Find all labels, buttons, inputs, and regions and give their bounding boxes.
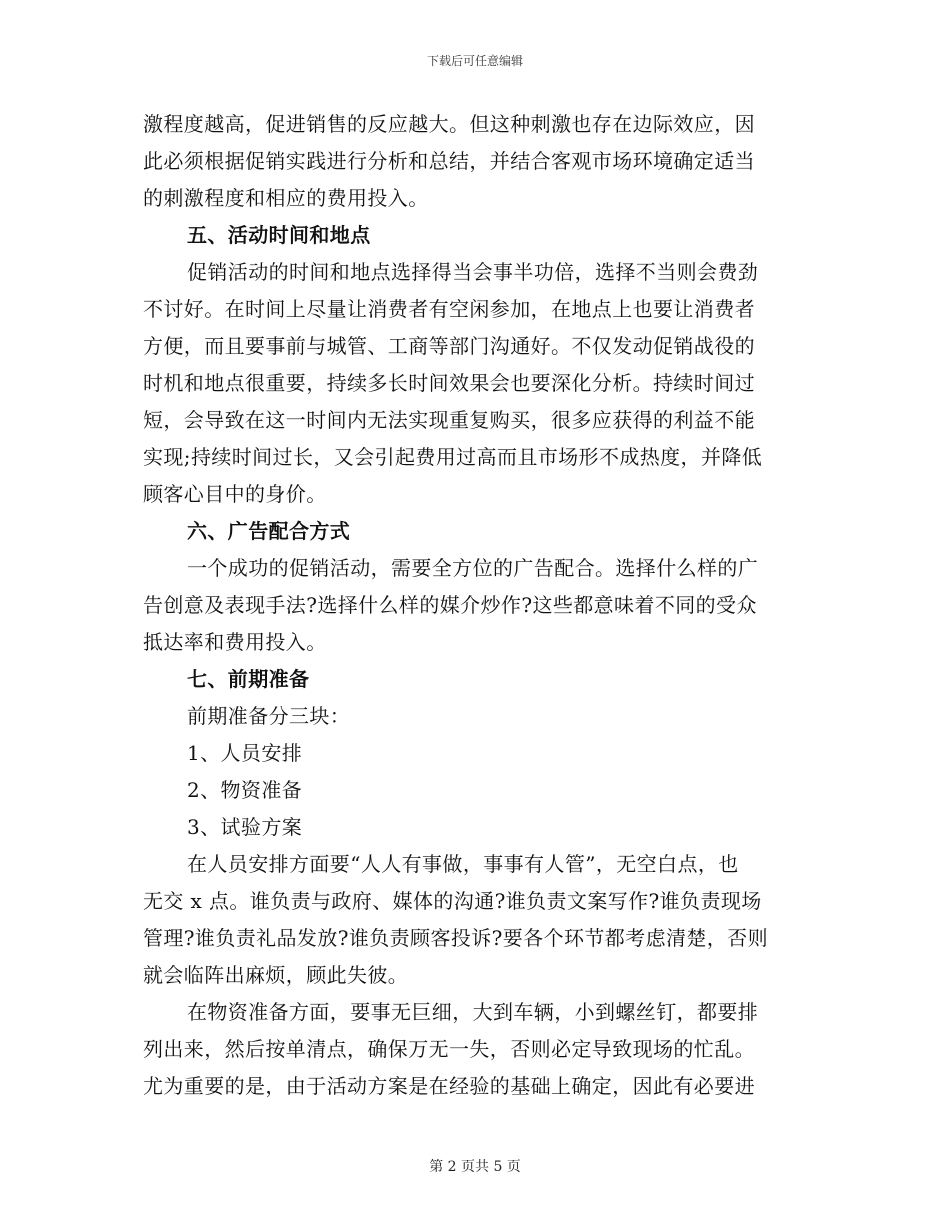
body-text-line: 告创意及表现手法?选择什么样的媒介炒作?这些都意味着不同的受众: [143, 593, 757, 617]
body-text-line: 在人员安排方面要“人人有事做，事事有人管”，无空白点，也: [187, 852, 739, 876]
body-text-line: 1、人员安排: [187, 741, 303, 765]
body-text-line: 就会临阵出麻烦，顾此失彼。: [143, 963, 409, 987]
document-body: [143, 106, 807, 1105]
page-footer: 第 2 页共 5 页: [429, 1159, 521, 1175]
body-text-line: 前期准备分三块：: [187, 704, 351, 728]
body-text-line: 不讨好。在时间上尽量让消费者有空闲参加，在地点上也要让消费者: [143, 297, 755, 321]
body-text-line: 一个成功的促销活动，需要全方位的广告配合。选择什么样的广: [187, 556, 759, 580]
body-text-line: 时机和地点很重要，持续多长时间效果会也要深化分析。持续时间过: [143, 371, 755, 395]
body-text-line: 尤为重要的是，由于活动方案是在经验的基础上确定，因此有必要进: [143, 1074, 755, 1098]
body-text-line: 顾客心目中的身价。: [143, 482, 327, 506]
body-text-line: 3、试验方案: [187, 815, 303, 839]
section-heading: 七、前期准备: [187, 667, 310, 691]
body-text-line: 2、物资准备: [187, 778, 303, 802]
body-text-line: 激程度越高，促进销售的反应越大。但这种刺激也存在边际效应，因: [143, 112, 755, 136]
body-text-line: 管理?谁负责礼品发放?谁负责顾客投诉?要各个环节都考虑清楚，否则: [143, 926, 768, 950]
body-text-line: 方便，而且要事前与城管、工商等部门沟通好。不仅发动促销战役的: [143, 334, 755, 358]
body-text-line: 此必须根据促销实践进行分析和总结，并结合客观市场环境确定适当: [143, 149, 755, 173]
body-text-line: 抵达率和费用投入。: [143, 630, 327, 654]
body-text-line: 无交 x 点。谁负责与政府、媒体的沟通?谁负责文案写作?谁负责现场: [143, 889, 762, 913]
page-header: 下载后可任意编辑: [426, 54, 523, 68]
body-text-line: 实现;持续时间过长，又会引起费用过高而且市场形不成热度，并降低: [143, 445, 763, 469]
body-text-line: 促销活动的时间和地点选择得当会事半功倍，选择不当则会费劲: [187, 260, 759, 284]
section-heading: 六、广告配合方式: [187, 519, 351, 543]
body-text-line: 的刺激程度和相应的费用投入。: [143, 186, 429, 210]
body-text-line: 短，会导致在这一时间内无法实现重复购买，很多应获得的利益不能: [143, 408, 755, 432]
body-text-line: 列出来，然后按单清点，确保万无一失，否则必定导致现场的忙乱。: [143, 1037, 755, 1061]
body-text-line: 在物资准备方面，要事无巨细，大到车辆，小到螺丝钉，都要排: [187, 1000, 759, 1024]
section-heading: 五、活动时间和地点: [187, 223, 371, 247]
